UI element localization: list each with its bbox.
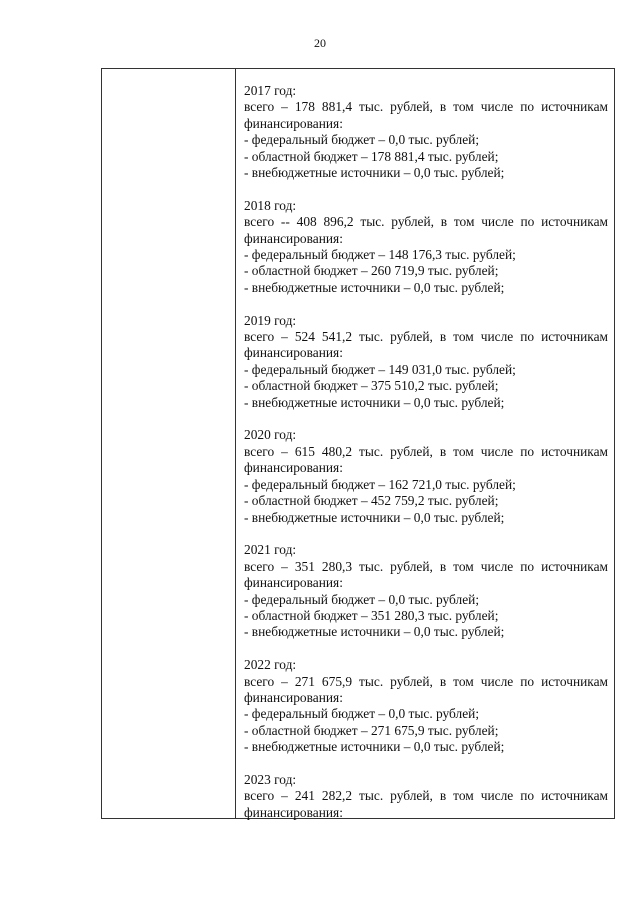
regional-budget-line: - областной бюджет – 351 280,3 тыс. рублей;	[244, 607, 499, 623]
total-line: всего – 271 675,9 тыс. рублей, в том числе по источникам	[244, 673, 608, 689]
year-heading: 2018 год:	[244, 197, 297, 213]
federal-budget-line: - федеральный бюджет – 149 031,0 тыс. рублей;	[244, 361, 516, 377]
total-line: всего – 615 480,2 тыс. рублей, в том числе по источникам	[244, 443, 608, 459]
extrabudgetary-line: - внебюджетные источники – 0,0 тыс. рублей;	[244, 165, 505, 181]
extrabudgetary-line: - внебюджетные источники – 0,0 тыс. рублей;	[244, 739, 505, 755]
total-line: всего – 524 541,2 тыс. рублей, в том числе по источникам	[244, 329, 608, 345]
extrabudgetary-line: - внебюджетные источники – 0,0 тыс. рублей;	[244, 509, 505, 525]
total-line: всего – 241 282,2 тыс. рублей, в том числе по источникам	[244, 788, 608, 804]
financing-label: финансирования:	[244, 230, 343, 246]
regional-budget-line: - областной бюджет – 271 675,9 тыс. рублей;	[244, 722, 499, 738]
extrabudgetary-line: - внебюджетные источники – 0,0 тыс. рублей;	[244, 279, 505, 295]
total-line: всего – 351 280,3 тыс. рублей, в том числе по источникам	[244, 558, 608, 574]
federal-budget-line: - федеральный бюджет – 0,0 тыс. рублей;	[244, 132, 480, 148]
federal-budget-line: - федеральный бюджет – 0,0 тыс. рублей;	[244, 706, 480, 722]
total-line: всего – 178 881,4 тыс. рублей, в том числе по источникам	[244, 99, 608, 115]
year-heading: 2023 год:	[244, 771, 297, 787]
extrabudgetary-line: - внебюджетные источники – 0,0 тыс. рублей;	[244, 394, 505, 410]
year-heading: 2022 год:	[244, 657, 297, 673]
table-left-cell	[102, 69, 236, 818]
financing-label: финансирования:	[244, 804, 343, 820]
year-block-2019	[244, 313, 608, 411]
year-block-2021	[244, 542, 608, 640]
financing-label: финансирования:	[244, 689, 343, 705]
funding-table	[101, 68, 615, 819]
year-heading: 2017 год:	[244, 83, 297, 98]
financing-label: финансирования:	[244, 115, 343, 131]
regional-budget-line: - областной бюджет – 178 881,4 тыс. рублей;	[244, 148, 499, 164]
year-block-2022	[244, 657, 608, 755]
year-heading: 2019 год:	[244, 312, 297, 328]
table-right-cell	[236, 69, 614, 818]
federal-budget-line: - федеральный бюджет – 148 176,3 тыс. рублей;	[244, 247, 516, 263]
year-heading: 2020 год:	[244, 427, 297, 443]
federal-budget-line: - федеральный бюджет – 162 721,0 тыс. рублей;	[244, 476, 516, 492]
page-number: 20	[314, 36, 326, 50]
year-block-2017	[244, 83, 608, 181]
regional-budget-line: - областной бюджет – 452 759,2 тыс. рублей;	[244, 493, 499, 509]
federal-budget-line: - федеральный бюджет – 0,0 тыс. рублей;	[244, 591, 480, 607]
regional-budget-line: - областной бюджет – 375 510,2 тыс. рублей;	[244, 378, 499, 394]
financing-label: финансирования:	[244, 575, 343, 591]
financing-label: финансирования:	[244, 460, 343, 476]
regional-budget-line: - областной бюджет – 260 719,9 тыс. рублей;	[244, 263, 499, 279]
year-block-2023	[244, 772, 608, 821]
year-heading: 2021 год:	[244, 542, 297, 558]
year-block-2020	[244, 427, 608, 525]
year-block-2018	[244, 198, 608, 296]
extrabudgetary-line: - внебюджетные источники – 0,0 тыс. рублей;	[244, 624, 505, 640]
total-line: всего -- 408 896,2 тыс. рублей, в том числе по источникам	[244, 214, 608, 230]
financing-label: финансирования:	[244, 345, 343, 361]
